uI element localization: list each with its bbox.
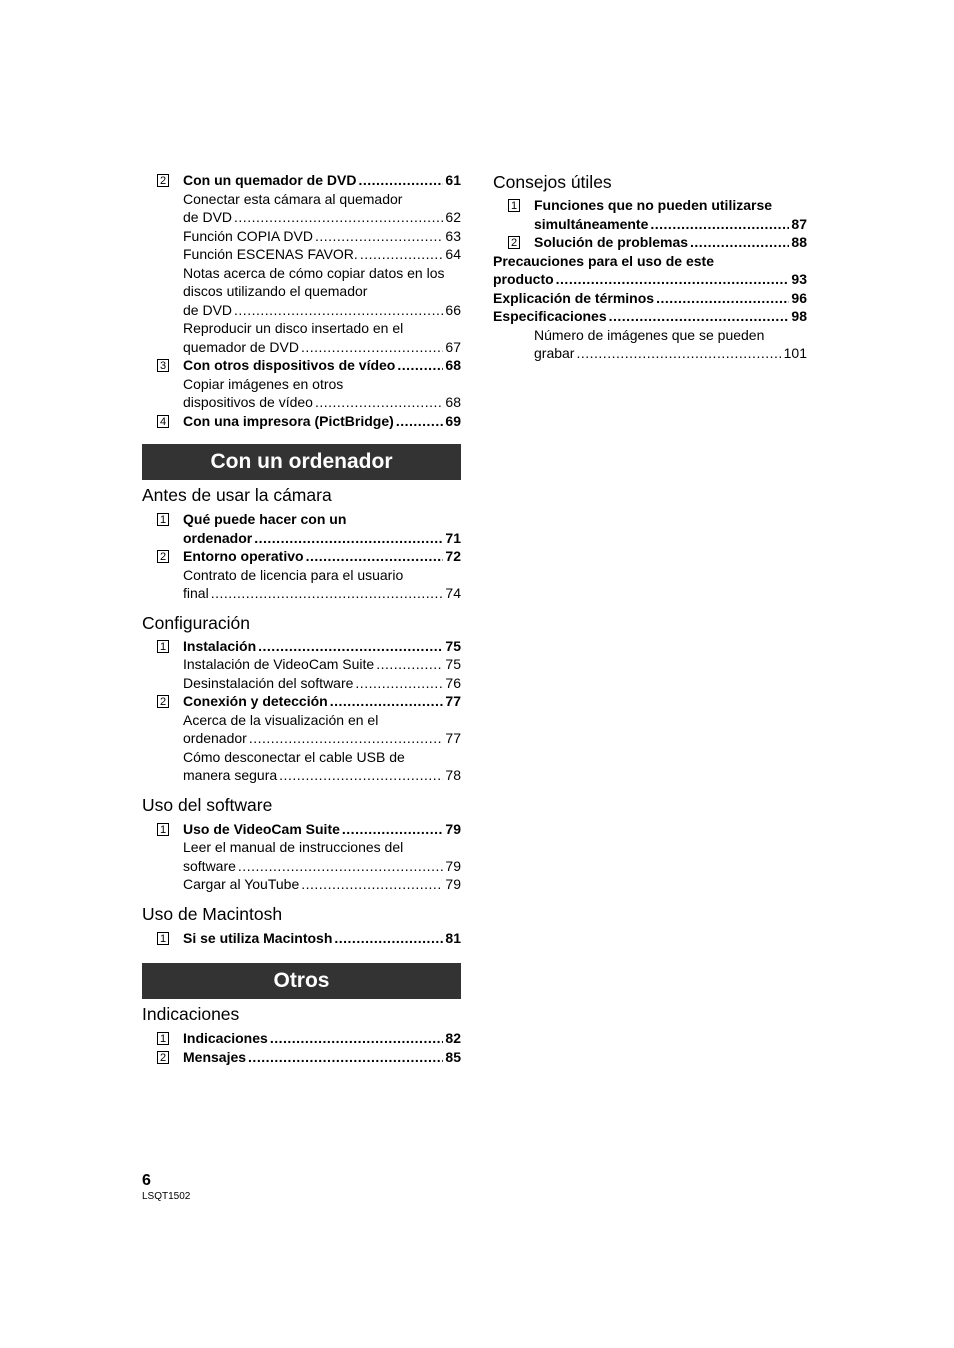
chapter-number-badge: 3 xyxy=(157,359,169,372)
toc-group-antes xyxy=(142,510,461,603)
dot-leader xyxy=(342,820,444,839)
toc-entry[interactable] xyxy=(493,252,807,289)
subsection-heading-software: Uso del software xyxy=(142,794,273,815)
toc-entry-label: Desinstalación del software xyxy=(183,674,354,691)
toc-entry-line xyxy=(183,820,461,839)
toc-page-number: 79 xyxy=(445,820,461,837)
dot-leader xyxy=(301,338,443,357)
toc-entry-label: quemador de DVD xyxy=(183,338,299,355)
chapter-number-badge: 2 xyxy=(508,236,520,249)
toc-page-number: 77 xyxy=(445,693,461,709)
toc-entry-line xyxy=(183,338,461,357)
toc-entry-line xyxy=(183,529,461,548)
toc-entry-text: Notas acerca de cómo copiar datos en los discos utilizando el quemador xyxy=(183,264,445,299)
toc-entry-text: Número de imágenes que se pueden xyxy=(534,326,765,343)
dot-leader xyxy=(355,674,443,693)
toc-entry[interactable] xyxy=(142,566,461,603)
toc-entry-line xyxy=(183,1048,461,1067)
toc-entry-body xyxy=(534,196,807,233)
toc-entry-label: ordenador xyxy=(183,529,253,546)
dot-leader xyxy=(358,171,443,190)
toc-entry-body xyxy=(183,1048,461,1067)
toc-entry-line xyxy=(183,766,461,785)
toc-entry-label: Indicaciones xyxy=(183,1030,268,1046)
chapter-number-badge: 1 xyxy=(157,513,169,526)
chapter-number-badge: 2 xyxy=(157,1051,169,1064)
toc-page-number: 71 xyxy=(445,529,461,546)
toc-entry-body xyxy=(183,190,461,227)
toc-entry-body xyxy=(534,326,807,363)
right-column xyxy=(493,171,807,363)
chapter-number-badge: 2 xyxy=(157,695,169,708)
toc-group-indicaciones xyxy=(142,1029,461,1066)
subsection-heading-consejos: Consejos útiles xyxy=(493,172,612,192)
toc-group-configuracion xyxy=(142,637,461,785)
toc-entry-body xyxy=(493,252,807,289)
toc-entry-line xyxy=(183,171,461,190)
toc-entry-line xyxy=(183,655,461,674)
toc-page-number: 61 xyxy=(445,172,461,188)
toc-group-consejos xyxy=(493,196,807,363)
toc-entry[interactable] xyxy=(142,1048,461,1067)
toc-entry-text: Precauciones para el uso de este xyxy=(493,252,714,269)
toc-page-number: 88 xyxy=(791,234,807,250)
chapter-number-badge: 1 xyxy=(157,640,169,653)
toc-entry-line xyxy=(183,875,461,894)
toc-entry[interactable] xyxy=(493,307,807,326)
toc-entry[interactable] xyxy=(493,196,807,233)
toc-entry-text: Conectar esta cámara al quemador xyxy=(183,190,403,207)
section-title-otros: Otros xyxy=(142,963,461,999)
toc-entry-line xyxy=(183,301,461,320)
toc-entry-label: Uso de VideoCam Suite xyxy=(183,820,340,837)
toc-entry-line xyxy=(183,637,461,656)
toc-entry-body xyxy=(183,264,461,320)
toc-entry[interactable] xyxy=(142,319,461,356)
dot-leader xyxy=(360,245,444,264)
toc-page-number: 74 xyxy=(445,585,461,601)
dot-leader xyxy=(238,857,444,876)
toc-entry[interactable] xyxy=(142,190,461,227)
toc-group-software xyxy=(142,820,461,894)
toc-group-macintosh xyxy=(142,929,461,948)
toc-page-number: 69 xyxy=(445,412,461,429)
toc-entry-text: Funciones que no pueden utilizarse xyxy=(534,197,773,213)
dot-leader xyxy=(301,875,443,894)
toc-group-dvd xyxy=(142,171,461,430)
toc-entry-label: Con otros dispositivos de vídeo xyxy=(183,357,396,373)
toc-entry-body xyxy=(183,655,461,674)
toc-page-number: 76 xyxy=(445,674,461,691)
chapter-number-badge: 1 xyxy=(157,823,169,836)
toc-entry-label: de DVD xyxy=(183,301,233,318)
toc-page-number: 85 xyxy=(445,1048,461,1065)
toc-page-number: 67 xyxy=(445,338,461,355)
chapter-number-badge: 1 xyxy=(157,932,169,945)
toc-entry-label: manera segura xyxy=(183,767,278,783)
toc-entry-body xyxy=(493,307,807,326)
toc-entry[interactable] xyxy=(142,820,461,839)
dot-leader xyxy=(258,637,443,656)
toc-entry-body xyxy=(183,820,461,839)
subsection-heading-indicaciones: Indicaciones xyxy=(142,1004,240,1024)
toc-page-number: 93 xyxy=(791,271,807,287)
toc-entry-line xyxy=(493,289,807,308)
toc-entry-line xyxy=(183,929,461,948)
toc-entry-label: Instalación de VideoCam Suite xyxy=(183,656,375,672)
toc-entry-body xyxy=(183,1029,461,1048)
toc-entry[interactable] xyxy=(142,655,461,674)
toc-entry[interactable] xyxy=(142,674,461,693)
toc-page-number: 77 xyxy=(445,730,461,746)
dot-leader xyxy=(330,692,444,711)
toc-entry-line xyxy=(183,1029,461,1048)
toc-entry-label: Explicación de términos xyxy=(493,289,655,306)
dot-leader xyxy=(690,233,789,252)
toc-entry[interactable] xyxy=(142,1029,461,1048)
toc-page-number: 75 xyxy=(445,637,461,654)
toc-entry-label: Cargar al YouTube xyxy=(183,876,300,892)
toc-entry-text: Copiar imágenes en otros xyxy=(183,375,344,392)
toc-entry-body xyxy=(183,547,461,566)
toc-page-number: 78 xyxy=(445,767,461,783)
toc-entry[interactable] xyxy=(142,171,461,190)
chapter-number-badge: 1 xyxy=(157,1032,169,1045)
toc-entry-body xyxy=(183,510,461,547)
toc-entry[interactable] xyxy=(142,929,461,948)
toc-entry-body xyxy=(183,875,461,894)
toc-page-number: 75 xyxy=(445,656,461,672)
toc-entry[interactable] xyxy=(493,326,807,363)
dot-leader xyxy=(279,766,443,785)
dot-leader xyxy=(306,547,444,566)
toc-entry[interactable] xyxy=(142,637,461,656)
toc-entry-line xyxy=(183,208,461,227)
chapter-number-badge: 4 xyxy=(157,415,169,428)
toc-entry-line xyxy=(183,857,461,876)
toc-page-number: 98 xyxy=(791,308,807,324)
toc-entry-body xyxy=(183,171,461,190)
dot-leader xyxy=(254,529,443,548)
dot-leader xyxy=(376,655,443,674)
toc-entry-body xyxy=(493,289,807,308)
toc-page-number: 63 xyxy=(445,227,461,244)
toc-entry[interactable] xyxy=(142,375,461,412)
toc-entry-line xyxy=(183,393,461,412)
toc-entry-body xyxy=(183,748,461,785)
left-column xyxy=(142,171,461,1066)
toc-page-number: 66 xyxy=(445,301,461,318)
toc-entry-line xyxy=(183,227,461,246)
toc-entry-label: Especificaciones xyxy=(493,308,607,324)
toc-entry-label: Mensajes xyxy=(183,1048,247,1065)
toc-entry-label: final xyxy=(183,585,209,601)
toc-entry[interactable] xyxy=(142,510,461,547)
subsection-heading-antes: Antes de usar la cámara xyxy=(142,485,332,505)
page-number: 6 xyxy=(142,1172,151,1189)
toc-page-number: 68 xyxy=(445,394,461,410)
toc-entry-body xyxy=(183,566,461,603)
toc-entry-text: Qué puede hacer con un xyxy=(183,511,347,527)
toc-entry[interactable] xyxy=(142,692,461,711)
toc-entry-label: Función ESCENAS FAVOR. xyxy=(183,246,358,262)
toc-page-number: 87 xyxy=(791,215,807,232)
toc-entry-body xyxy=(183,637,461,656)
toc-entry-line xyxy=(183,584,461,603)
toc-entry-text: Reproducir un disco insertado en el xyxy=(183,320,404,336)
dot-leader xyxy=(396,412,444,431)
chapter-number-badge: 2 xyxy=(157,550,169,563)
toc-entry-body xyxy=(183,319,461,356)
toc-entry[interactable] xyxy=(142,875,461,894)
toc-entry-line xyxy=(183,245,461,264)
chapter-number-badge: 1 xyxy=(508,199,520,212)
toc-entry-label: Función COPIA DVD xyxy=(183,227,313,244)
toc-entry-line xyxy=(534,215,807,234)
toc-entry-body xyxy=(183,245,461,264)
toc-entry-text: Leer el manual de instrucciones del xyxy=(183,839,404,855)
toc-entry-label: Con una impresora (PictBridge) xyxy=(183,412,394,429)
toc-entry-label: Solución de problemas xyxy=(534,234,689,250)
toc-entry-body xyxy=(183,674,461,693)
dot-leader xyxy=(211,584,444,603)
toc-entry[interactable] xyxy=(142,264,461,320)
toc-entry-label: Si se utiliza Macintosh xyxy=(183,929,333,946)
dot-leader xyxy=(609,307,790,326)
toc-entry-body xyxy=(183,412,461,431)
toc-entry[interactable] xyxy=(142,356,461,375)
dot-leader xyxy=(397,356,443,375)
toc-entry[interactable] xyxy=(142,838,461,875)
toc-entry-label: ordenador xyxy=(183,730,247,746)
toc-entry-line xyxy=(183,729,461,748)
toc-entry-label: software xyxy=(183,857,236,874)
dot-leader xyxy=(234,208,443,227)
dot-leader xyxy=(315,393,443,412)
dot-leader xyxy=(270,1029,444,1048)
toc-entry-line xyxy=(534,233,807,252)
toc-entry-body xyxy=(183,711,461,748)
dot-leader xyxy=(656,289,789,308)
dot-leader xyxy=(576,344,781,363)
toc-entry-body xyxy=(183,692,461,711)
toc-entry-text: Acerca de la visualización en el xyxy=(183,711,379,728)
subsection-heading-configuracion: Configuración xyxy=(142,612,250,633)
toc-entry[interactable] xyxy=(493,289,807,308)
toc-entry[interactable] xyxy=(142,748,461,785)
toc-entry-body xyxy=(183,375,461,412)
chapter-number-badge: 2 xyxy=(157,174,169,187)
toc-entry[interactable] xyxy=(142,547,461,566)
toc-page-number: 68 xyxy=(445,357,461,373)
document-code: LSQT1502 xyxy=(142,1191,191,1202)
dot-leader xyxy=(650,215,789,234)
section-title-ordenador: Con un ordenador xyxy=(142,444,461,480)
toc-entry-label: Instalación xyxy=(183,637,257,654)
toc-entry-label: Con un quemador de DVD xyxy=(183,172,357,188)
toc-entry-label: grabar xyxy=(534,345,575,361)
toc-entry-line xyxy=(493,270,807,289)
toc-page-number: 101 xyxy=(783,345,807,361)
toc-entry-line xyxy=(534,344,807,363)
toc-entry-line xyxy=(183,412,461,431)
subsection-heading-macintosh: Uso de Macintosh xyxy=(142,903,283,924)
toc-entry-body xyxy=(183,838,461,875)
dot-leader xyxy=(249,729,444,748)
toc-entry-line xyxy=(493,307,807,326)
toc-page-number: 96 xyxy=(791,289,807,306)
toc-entry-line xyxy=(183,547,461,566)
toc-page-number: 62 xyxy=(445,209,461,225)
toc-page-number: 79 xyxy=(445,876,461,892)
toc-entry-line xyxy=(183,692,461,711)
dot-leader xyxy=(248,1048,443,1067)
toc-entry[interactable] xyxy=(142,711,461,748)
toc-entry-label: dispositivos de vídeo xyxy=(183,394,313,410)
toc-entry[interactable] xyxy=(142,227,461,246)
toc-page-number: 79 xyxy=(445,857,461,874)
toc-page-number: 82 xyxy=(445,1030,461,1046)
toc-page-number: 81 xyxy=(445,929,461,946)
toc-entry[interactable] xyxy=(142,412,461,431)
dot-leader xyxy=(334,929,443,948)
toc-entry[interactable] xyxy=(493,233,807,252)
toc-entry-label: producto xyxy=(493,271,554,287)
dot-leader xyxy=(315,227,443,246)
toc-page-number: 64 xyxy=(445,246,461,262)
toc-page-number: 72 xyxy=(445,548,461,564)
toc-entry-body xyxy=(183,929,461,948)
dot-leader xyxy=(234,301,443,320)
toc-entry-body xyxy=(534,233,807,252)
toc-entry-label: simultáneamente xyxy=(534,215,649,232)
toc-entry-line xyxy=(183,356,461,375)
dot-leader xyxy=(556,270,790,289)
toc-entry-label: Entorno operativo xyxy=(183,548,304,564)
toc-entry-body xyxy=(183,356,461,375)
toc-entry-label: de DVD xyxy=(183,209,233,225)
toc-entry-text: Cómo desconectar el cable USB de xyxy=(183,748,405,765)
toc-entry-label: Conexión y detección xyxy=(183,693,328,709)
toc-entry-body xyxy=(183,227,461,246)
toc-entry-text: Contrato de licencia para el usuario xyxy=(183,566,404,583)
toc-entry-line xyxy=(183,674,461,693)
toc-entry[interactable] xyxy=(142,245,461,264)
